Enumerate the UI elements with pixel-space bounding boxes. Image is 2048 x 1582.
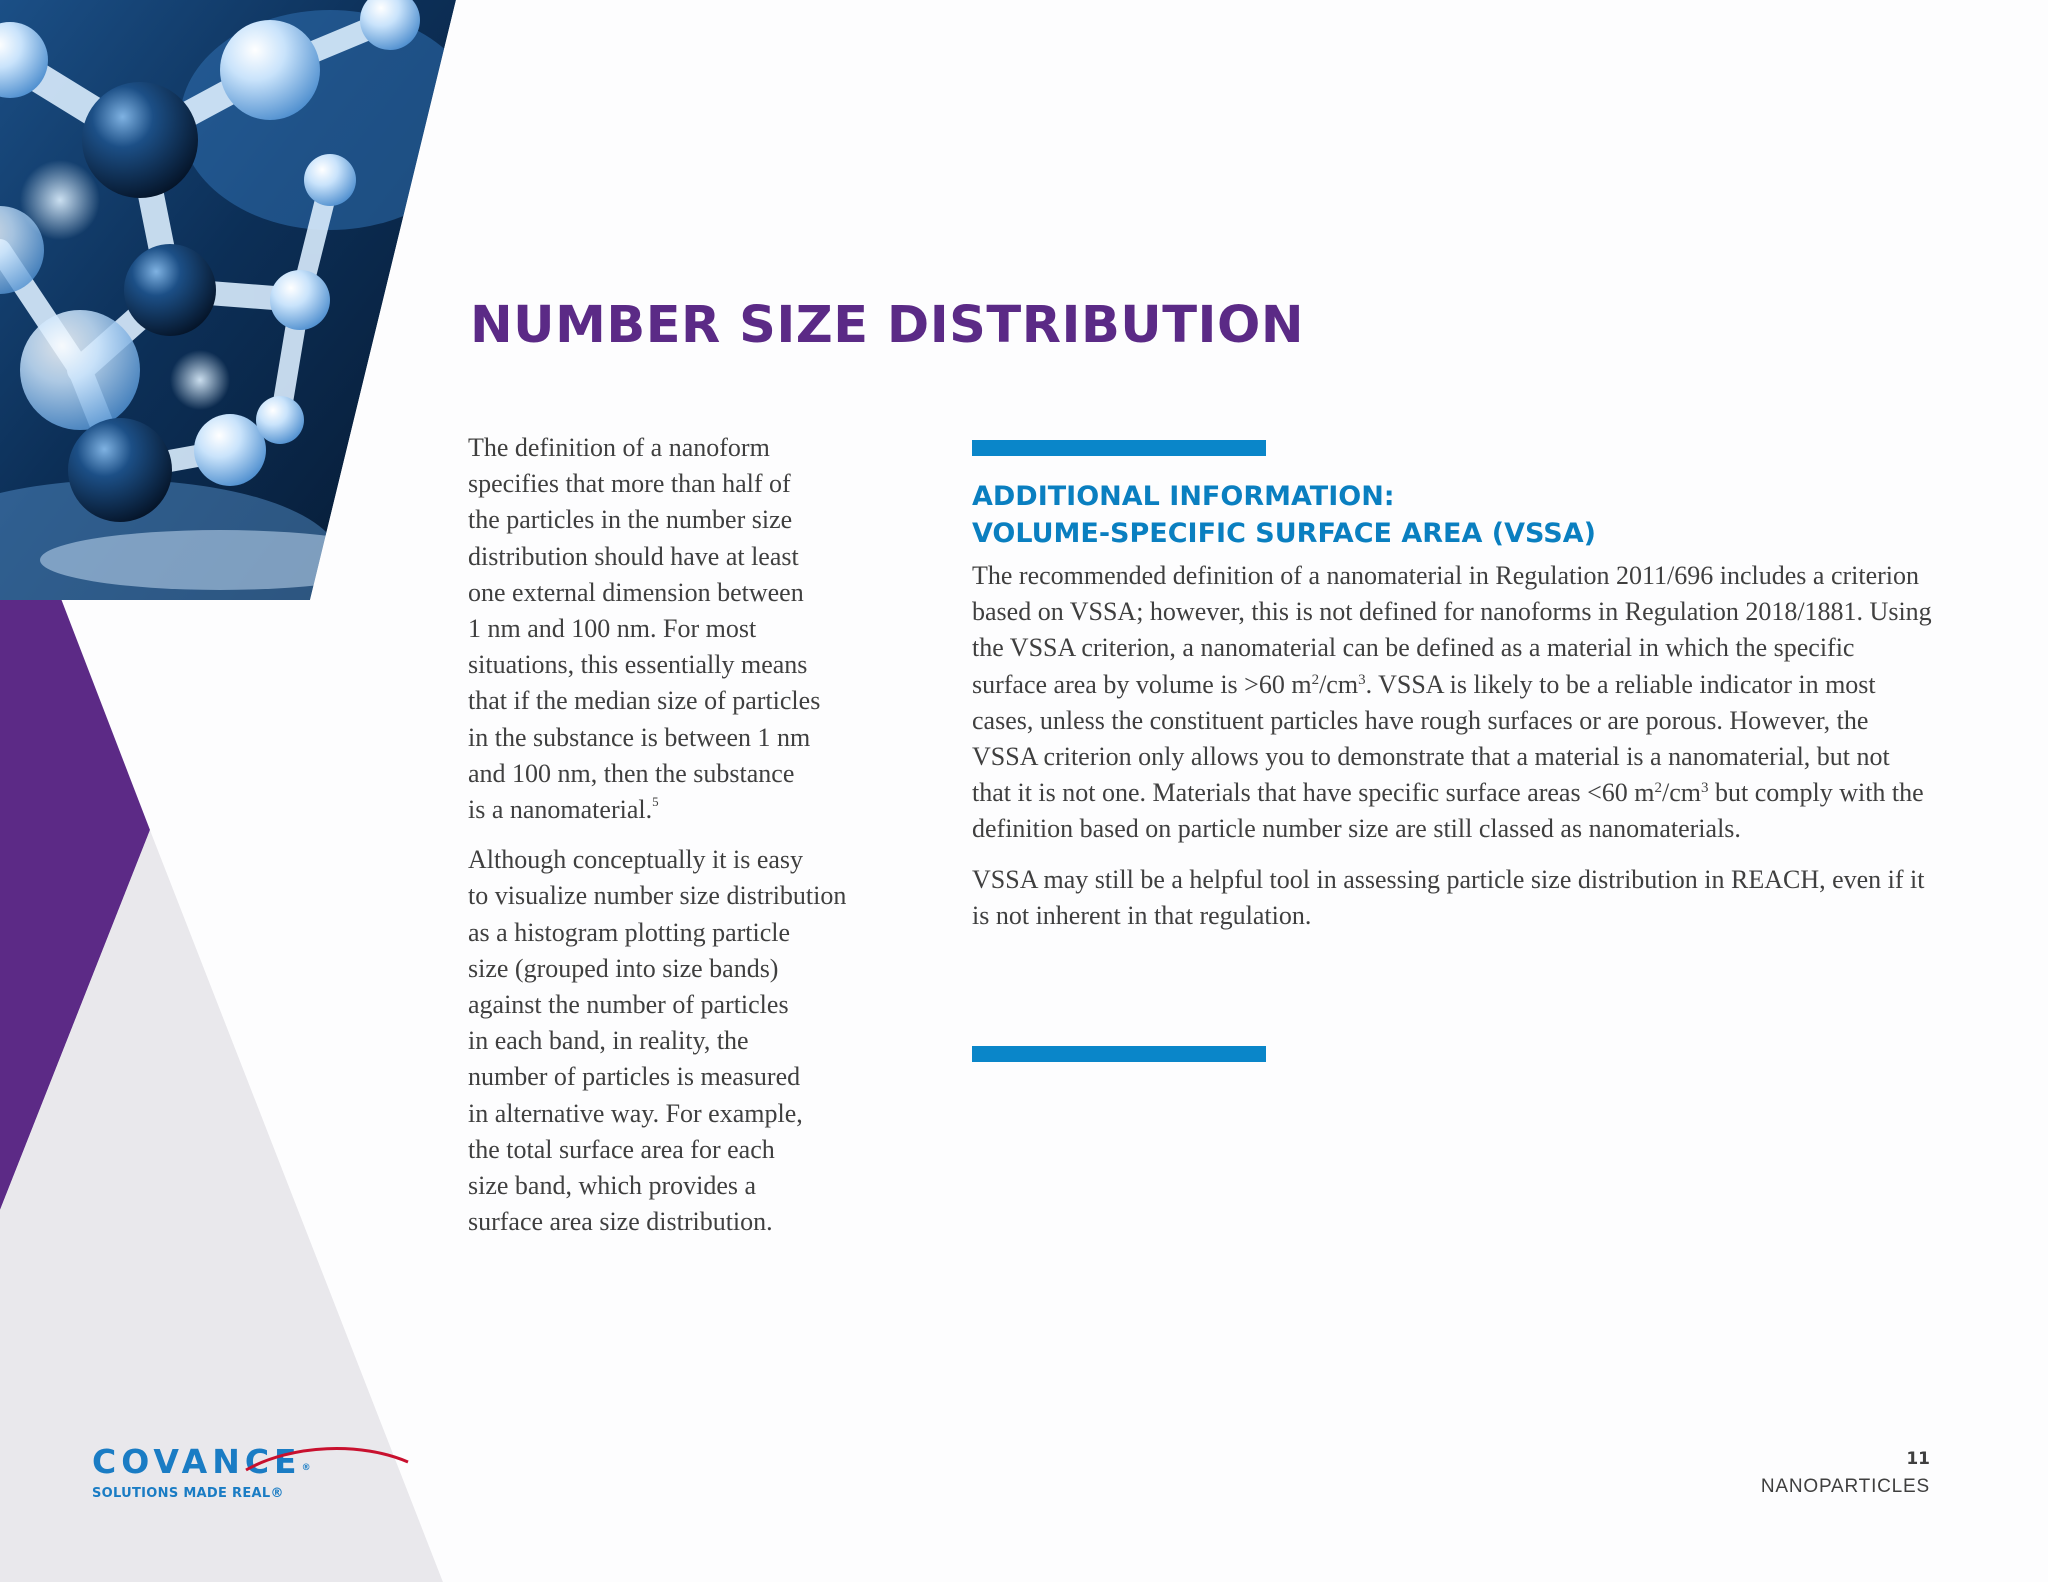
logo-swoosh-icon	[242, 1440, 412, 1476]
logo-wordmark-text: COVANCE	[92, 1442, 302, 1481]
superscript-two: 2	[1654, 780, 1662, 797]
superscript-two: 2	[1311, 671, 1320, 688]
vssa-reach-paragraph: VSSA may still be a helpful tool in assessing particle size distribution in REACH, even if it is not inherent in that regulation.	[972, 864, 1925, 930]
info-box-top-rule	[972, 440, 1266, 456]
section-label: NANOPARTICLES	[1760, 1476, 1930, 1497]
footnote-reference: 5	[652, 794, 659, 810]
info-box-heading-line-2: VOLUME-SPECIFIC SURFACE AREA (VSSA)	[972, 518, 1596, 549]
body-paragraph-nanoform-definition	[468, 430, 928, 828]
covance-logo	[92, 1444, 311, 1501]
page-title: NUMBER SIZE DISTRIBUTION	[470, 296, 1305, 355]
superscript-three: 3	[1358, 671, 1366, 688]
info-box-heading-line-1: ADDITIONAL INFORMATION:	[972, 481, 1395, 512]
info-box-bottom-rule	[972, 1046, 1266, 1062]
vssa-text-5: but comply with the definition based on particle number size are still classed as nanomaterials.	[972, 778, 1924, 844]
registered-mark: ®	[301, 1463, 311, 1473]
vssa-text-1: The recommended definition of a nanomaterial in Regulation 2011/696 includes a criterion based on VSSA; however, this is not defined for nanoforms in Regulation 2018/1881. Using the VSSA criterion, a nanomaterial can be defined as a material in which the specific surface area by volume is >60 m	[972, 561, 1932, 699]
page-number: 11	[1906, 1449, 1930, 1469]
main-text-column	[468, 430, 928, 1254]
vssa-definition-paragraph	[972, 558, 1932, 848]
info-box-heading	[972, 478, 1932, 552]
vssa-text-3: . VSSA is likely to be a reliable indicator in most cases, unless the constituent particles have rough surfaces or are porous. However, the VSSA criterion only allows you to demonstrate that a material is a nanomaterial, but not that it is not one. Materials that have specific surface areas <60 m	[972, 669, 1890, 808]
nanoform-definition-text: The definition of a nanoform specifies that more than half of the particles in the number size distribution should have at least one external dimension between 1 nm and 100 nm. For most situations, this essentially means that if the median size of particles in the substance is between 1 nm and 100 nm, then the substance is a nanomaterial.	[468, 433, 821, 825]
molecule-artwork	[0, 0, 460, 1582]
logo-tagline: SOLUTIONS MADE REAL®	[92, 1486, 284, 1501]
body-paragraph-histogram: Although conceptually it is easy to visualize number size distribution as a histogram plotting particle size (grouped into size bands) against the number of particles in each band, in reality, the number of particles is measured in alternative way. For example, the total surface area for each size band, which provides a surface area size distribution.	[468, 845, 847, 1237]
vssa-text-4: /cm	[1661, 778, 1701, 808]
additional-information-box	[972, 478, 1932, 948]
vssa-text-2: /cm	[1319, 669, 1359, 699]
superscript-three: 3	[1700, 780, 1709, 797]
